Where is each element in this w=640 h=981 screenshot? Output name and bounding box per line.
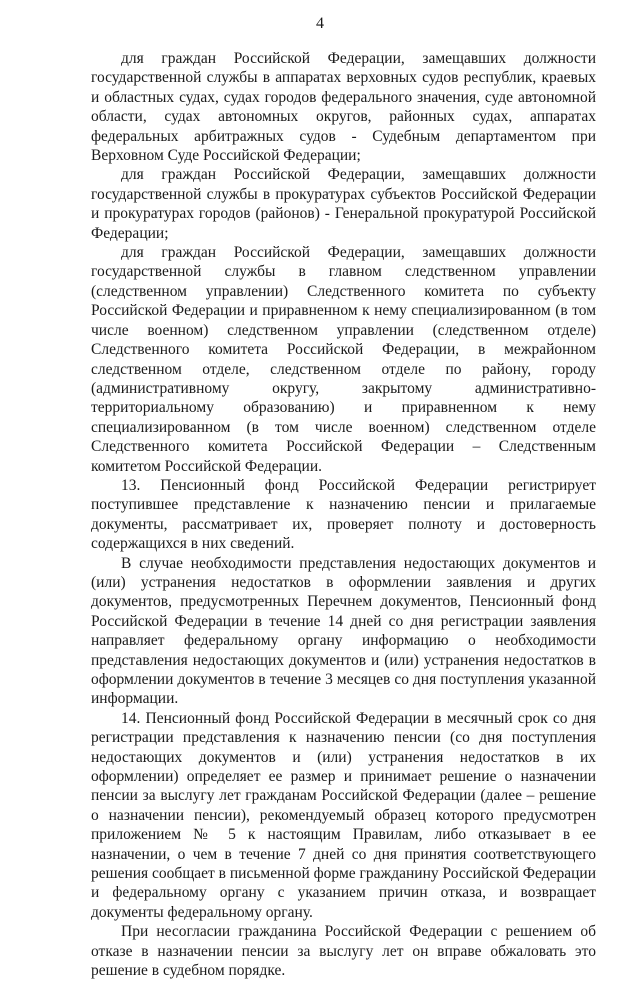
page-number: 4 bbox=[316, 15, 324, 32]
document-body bbox=[91, 49, 596, 981]
paragraph-item-14: 14. Пенсионный фонд Российской Федерации в месячный срок со дня регистрации представления к назначению пенсии (со дня поступления недостающих документов и (или) устранения недостатков в их оформлении) определяет ее размер и принимает решение о назначении пенсии за выслугу лет гражданам Российской Федерации (далее – решение о назначении пенсии), рекомендуемый образец которого предусмотрен приложением № 5 к настоящим Правилам, либо отказывает в ее назначении, о чем в течение 7 дней со дня принятия соответствующего решения сообщает в письменной форме гражданину Российской Федерации и федеральному органу с указанием причин отказа, и возвращает документы федеральному органу. bbox=[91, 709, 596, 921]
paragraph-appeal: При несогласии гражданина Российской Федерации с решением об отказе в назначении пенсии за выслугу лет он вправе обжаловать это решение в судебном порядке. bbox=[91, 923, 596, 980]
paragraph-prosecutor-office: для граждан Российской Федерации, замещавших должности государственной службы в прокуратурах субъектов Российской Федерации и прокуратурах городов (районов) - Генеральной прокуратурой Российской Федерации; bbox=[91, 166, 596, 242]
paragraph-missing-documents: В случае необходимости представления недостающих документов и (или) устранения недостатков в оформлении заявления и других документов, предусмотренных Перечнем документов, Пенсионный фонд Российской Федерации в течение 14 дней со дня регистрации заявления направляет федеральному органу информацию о необходимости представления недостающих документов и (или) устранения недостатков в оформлении документов в течение 3 месяцев со дня поступления указанной информации. bbox=[91, 554, 596, 708]
paragraph-courts-department: для граждан Российской Федерации, замещавших должности государственной службы в аппаратах верховных судов республик, краевых и областных судах, судах городов федерального значения, суде автономной области, судах автономных округов, районных судах, аппаратах федеральных арбитражных судов - Судебным департаментом при Верховном Суде Российской Федерации; bbox=[91, 50, 596, 165]
paragraph-item-13: 13. Пенсионный фонд Российской Федерации регистрирует поступившее представление к назначению пенсии и прилагаемые документы, рассматривает их, проверяет полноту и достоверность содержащихся в них сведений. bbox=[91, 476, 596, 553]
paragraph-investigative-committee: для граждан Российской Федерации, замещавших должности государственной службы в главном следственном управлении (следственном управлении) Следственного комитета по субъекту Российской Федерации и приравненном к нему специализированном (в том числе военном) следственном управлении (следственном отделе) Следственного комитета Российской Федерации, в межрайонном следственном отделе, следственном отделе по району, городу (административному округу, закрытому административно-территориальному образованию) и приравненном к нему специализированном (в том числе военном) следственном отделе Следственного комитета Российской Федерации – Следственным комитетом Российской Федерации. bbox=[91, 244, 596, 475]
